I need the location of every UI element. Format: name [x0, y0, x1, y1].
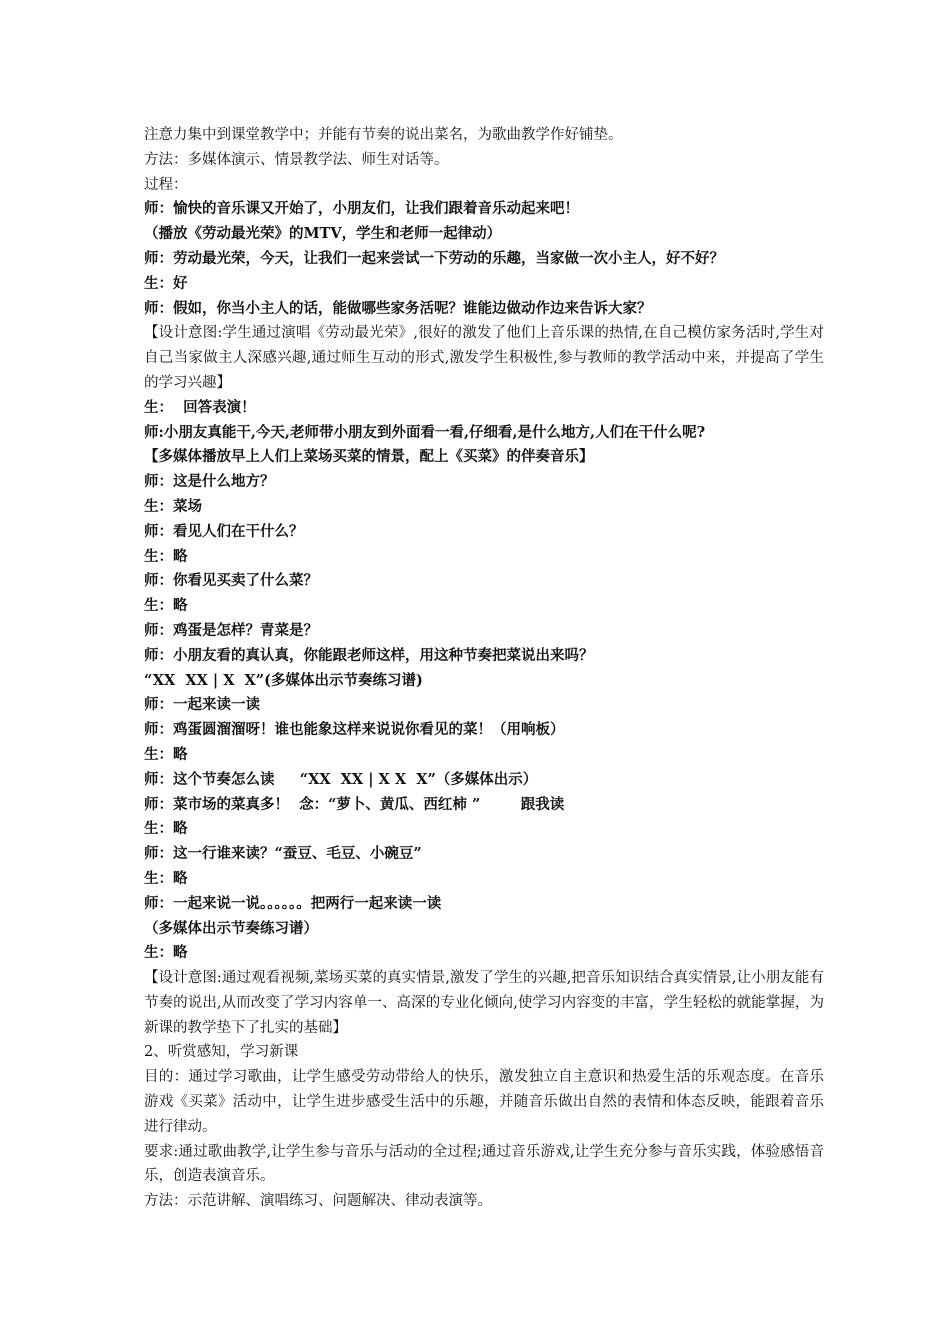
dialogue-line: 师：看见人们在干什么？	[144, 522, 304, 540]
dialogue-line: 师：鸡蛋圆溜溜呀！谁也能象这样来说说你看见的菜！（用响板）	[144, 721, 565, 739]
dialogue-line: 生：略	[144, 597, 188, 615]
dialogue-line: 生：好	[144, 274, 188, 292]
dialogue-line: 师：一起来说一说。。。。。。把两行一起来读一读	[144, 894, 442, 912]
dialogue-line: 师：鸡蛋是怎样？青菜是？	[144, 621, 318, 639]
dialogue-line: 师：愉快的音乐课又开始了，小朋友们，让我们跟着音乐动起来吧！	[144, 200, 579, 218]
body-paragraph: 2、听赏感知，学习新课	[144, 1044, 299, 1061]
dialogue-line: 师：小朋友看的真认真，你能跟老师这样，用这种节奏把菜说出来吗？	[144, 646, 594, 664]
dialogue-line: 师：这个节奏怎么读 “XX XX | X X X”（多媒体出示）	[144, 770, 538, 788]
dialogue-line: （多媒体出示节奏练习谱）	[144, 919, 318, 937]
body-paragraph: 要求:通过歌曲教学,让学生参与音乐与活动的全过程;通过音乐游戏,让学生充分参与音乐实践，体验感悟音乐，创造表演音乐。	[144, 1143, 824, 1185]
dialogue-line: 师：假如，你当小主人的话，能做哪些家务活呢？谁能边做动作边来告诉大家？	[144, 299, 652, 317]
body-paragraph: 【设计意图:通过观看视频,菜场买菜的真实情景,激发了学生的兴趣,把音乐知识结合真实情景,让小朋友能有节奏的说出,从而改变了学习内容单一、高深的专业化倾向,使学习内容变的丰富，学生轻松的就能掌握，为新课的教学垫下了扎实的基础】	[144, 970, 824, 1036]
body-paragraph: 方法：多媒体演示、情景教学法、师生对话等。	[144, 151, 449, 168]
dialogue-line: 生：略	[144, 745, 188, 763]
dialogue-line: “XX XX | X X”(多媒体出示节奏练习谱)	[144, 671, 423, 689]
body-paragraph: 【设计意图:学生通过演唱《劳动最光荣》,很好的激发了他们上音乐课的热情,在自己模仿家务活时,学生对自己当家做主人深感兴趣,通过师生互动的形式,激发学生积极性,参与教师的教学活动中来，并提高了学生的学习兴趣】	[144, 325, 824, 391]
dialogue-line: 生： 回答表演！	[144, 398, 256, 416]
dialogue-line: 生：略	[144, 944, 188, 962]
dialogue-line: 师：你看见买卖了什么菜？	[144, 572, 318, 590]
dialogue-line: 生：略	[144, 869, 188, 887]
dialogue-line: 师：一起来读一读	[144, 696, 260, 714]
document-page	[144, 123, 824, 1214]
dialogue-line: 生：略	[144, 547, 188, 565]
dialogue-line: 生：菜场	[144, 497, 202, 515]
body-paragraph: 方法：示范讲解、演唱练习、问题解决、律动表演等。	[144, 1193, 492, 1210]
dialogue-line: 生：略	[144, 820, 188, 838]
dialogue-line: 师:小朋友真能干,今天,老师带小朋友到外面看一看,仔细看,是什么地方,人们在干什么呢?	[144, 423, 706, 441]
body-paragraph: 注意力集中到课堂教学中；并能有节奏的说出菜名，为歌曲教学作好铺垫。	[144, 127, 623, 143]
body-paragraph: 过程：	[144, 176, 188, 193]
dialogue-line: 【多媒体播放早上人们上菜场买菜的情景，配上《买菜》的伴奏音乐】	[144, 448, 594, 466]
dialogue-line: 师：这是什么地方？	[144, 473, 275, 491]
dialogue-line: 师：菜市场的菜真多！ 念：“萝卜、黄瓜、西红柿 ” 跟我读	[144, 795, 565, 813]
body-paragraph: 目的：通过学习歌曲，让学生感受劳动带给人的快乐，激发独立自主意识和热爱生活的乐观态度。在音乐游戏《买菜》活动中，让学生进步感受生活中的乐趣，并随音乐做出自然的表情和体态反映，能跟着音乐进行律动。	[144, 1069, 824, 1135]
dialogue-line: 师：劳动最光荣，今天，让我们一起来尝试一下劳动的乐趣，当家做一次小主人，好不好？	[144, 249, 724, 267]
dialogue-line: （播放《劳动最光荣》的MTV，学生和老师一起律动）	[144, 225, 502, 243]
dialogue-line: 师：这一行谁来读？“蚕豆、毛豆、小碗豆”	[144, 845, 422, 863]
